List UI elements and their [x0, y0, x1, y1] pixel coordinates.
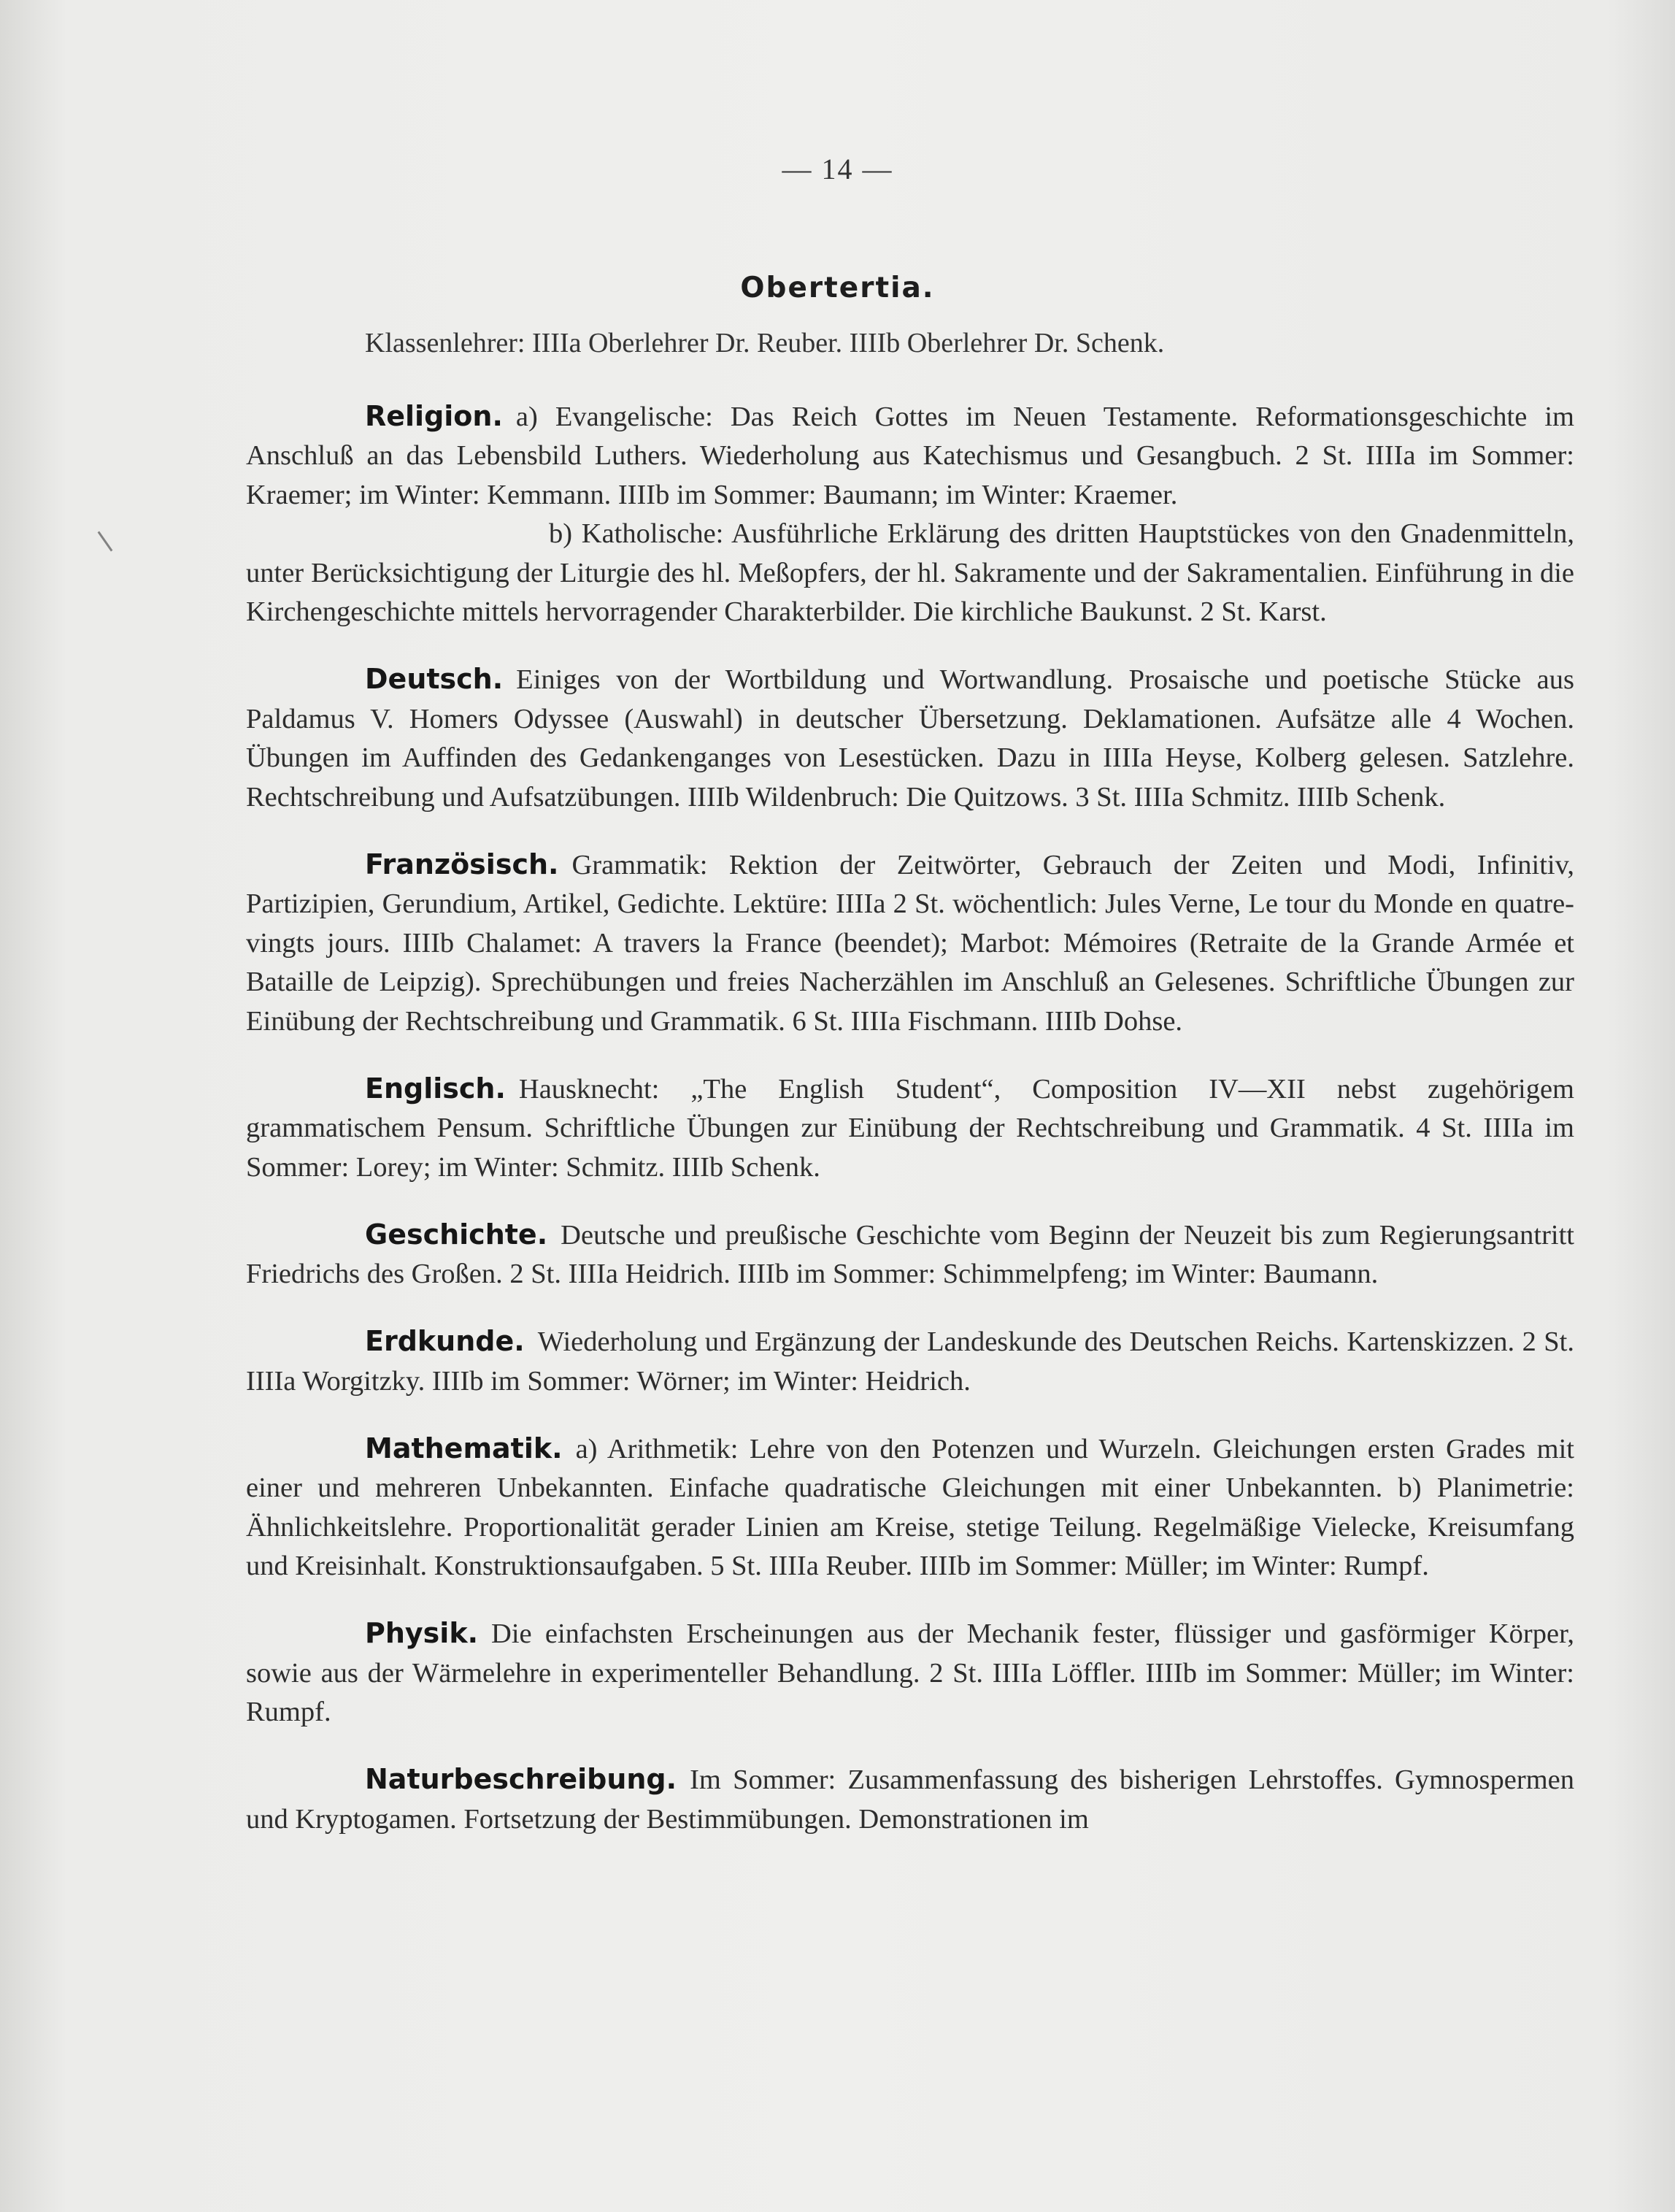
section-text: b) Katholische: Ausführliche Erklärung des dritten Hauptstückes von den Gnadenmitteln, unter Berücksichtigung der Liturgie des hl. Meßopfers, der hl. Sakramente und der Sakramentalien. Einführung in die Kirchengeschichte mittels hervorragender Charakterbilder. Die kirchliche Baukunst. 2 St. Karst.	[246, 518, 1574, 627]
subject-title: Religion.	[365, 399, 503, 432]
curriculum-body	[246, 369, 1574, 1850]
section-text: Im Sommer: Zusammenfassung des bisherigen Lehrstoffes. Gymnospermen und Kryptogamen. Fortsetzung der Bestimmübungen. Demonstrationen im	[246, 1764, 1574, 1835]
section-text: Einiges von der Wortbildung und Wortwandlung. Prosaische und poetische Stücke aus Paldamus V. Homers Odyssee (Auswahl) in deutscher Übersetzung. Deklamationen. Aufsätze alle 4 Wochen. Übungen im Auffinden des Gedankenganges von Lesestücken. Dazu in IIIIa Heyse, Kolberg gelesen. Satzlehre. Rechtschreibung und Aufsatzübungen. IIIIb Wildenbruch: Die Quitzows. 3 St. IIIIa Schmitz. IIIIb Schenk.	[246, 664, 1574, 813]
page-number: — 14 —	[782, 153, 893, 185]
class-teacher-line: Klassenlehrer: IIIIa Oberlehrer Dr. Reuber. IIIIb Oberlehrer Dr. Schenk.	[365, 328, 1165, 358]
section-englisch	[246, 1069, 1574, 1188]
section-deutsch	[246, 660, 1574, 817]
section-text: a) Evangelische: Das Reich Gottes im Neuen Testamente. Reformationsgeschichte im Anschluß an das Lebensbild Luthers. Wiederholung aus Katechismus und Gesangbuch. 2 St. IIIIa im Sommer: Kraemer; im Winter: Kemmann. IIIIb im Sommer: Baumann; im Winter: Kraemer.	[246, 401, 1574, 510]
section-naturbeschreibung	[246, 1760, 1574, 1839]
section-erdkunde	[246, 1322, 1574, 1401]
section-text: Hausknecht: „The English Student“, Composition IV—XII nebst zugehörigem grammatischem Pensum. Schriftliche Übungen zur Einübung der Rechtschreibung und Grammatik. 4 St. IIIIa im Sommer: Lorey; im Winter: Schmitz. IIIIb Schenk.	[246, 1073, 1574, 1183]
section-mathematik	[246, 1429, 1574, 1586]
subject-title: Physik.	[365, 1617, 479, 1649]
section-religion-catholic	[246, 515, 1574, 632]
section-religion	[246, 397, 1574, 515]
section-franzoesisch	[246, 845, 1574, 1042]
section-physik	[246, 1614, 1574, 1732]
subject-title: Deutsch.	[365, 663, 504, 695]
class-heading: Obertertia.	[740, 272, 935, 304]
subject-title: Geschichte.	[365, 1218, 548, 1251]
subject-title: Englisch.	[365, 1072, 506, 1105]
subject-title: Mathematik.	[365, 1432, 563, 1464]
subject-title: Erdkunde.	[365, 1325, 525, 1357]
section-text: Wiederholung und Ergänzung der Landeskunde des Deutschen Reichs. Kartenskizzen. 2 St. IIIIa Worgitzky. IIIIb im Sommer: Wörner; im Winter: Heidrich.	[246, 1326, 1574, 1397]
section-text: Deutsche und preußische Geschichte vom Beginn der Neuzeit bis zum Regierungsantritt Friedrichs des Großen. 2 St. IIIIa Heidrich. IIIIb im Sommer: Schimmelpfeng; im Winter: Baumann.	[246, 1219, 1574, 1289]
section-text: Grammatik: Rektion der Zeitwörter, Gebrauch der Zeiten und Modi, Infinitiv, Partizipien, Gerundium, Artikel, Gedichte. Lektüre: IIIIa 2 St. wöchentlich: Jules Verne, Le tour du Monde en quatre-vingts jours. IIIIb Chalamet: A travers la France (beendet); Marbot: Mémoires (Retraite de la Grande Armée et Bataille de Leipzig). Sprechübungen und freies Nacherzählen im Anschluß an Gelesenes. Schriftliche Übungen zur Einübung der Rechtschreibung und Grammatik. 6 St. IIIIa Fischmann. IIIIb Dohse.	[246, 849, 1574, 1037]
section-geschichte	[246, 1216, 1574, 1294]
subject-title: Naturbeschreibung.	[365, 1763, 677, 1795]
subject-title: Französisch.	[365, 848, 559, 880]
section-text: a) Arithmetik: Lehre von den Potenzen und Wurzeln. Gleichungen ersten Grades mit einer und mehreren Unbekannten. Einfache quadratische Gleichungen mit einer Unbekannten. b) Planimetrie: Ähnlichkeitslehre. Proportionalität gerader Linien am Kreise, stetige Teilung. Regelmäßige Vielecke, Kreisumfang und Kreisinhalt. Konstruktionsaufgaben. 5 St. IIIIa Reuber. IIIIb im Sommer: Müller; im Winter: Rumpf.	[246, 1433, 1574, 1581]
section-text: Die einfachsten Erscheinungen aus der Mechanik fester, flüssiger und gasförmiger Körper, sowie aus der Wärmelehre in experimenteller Behandlung. 2 St. IIIIa Löffler. IIIIb im Sommer: Müller; im Winter: Rumpf.	[246, 1618, 1574, 1727]
margin-pencil-mark	[98, 531, 113, 552]
